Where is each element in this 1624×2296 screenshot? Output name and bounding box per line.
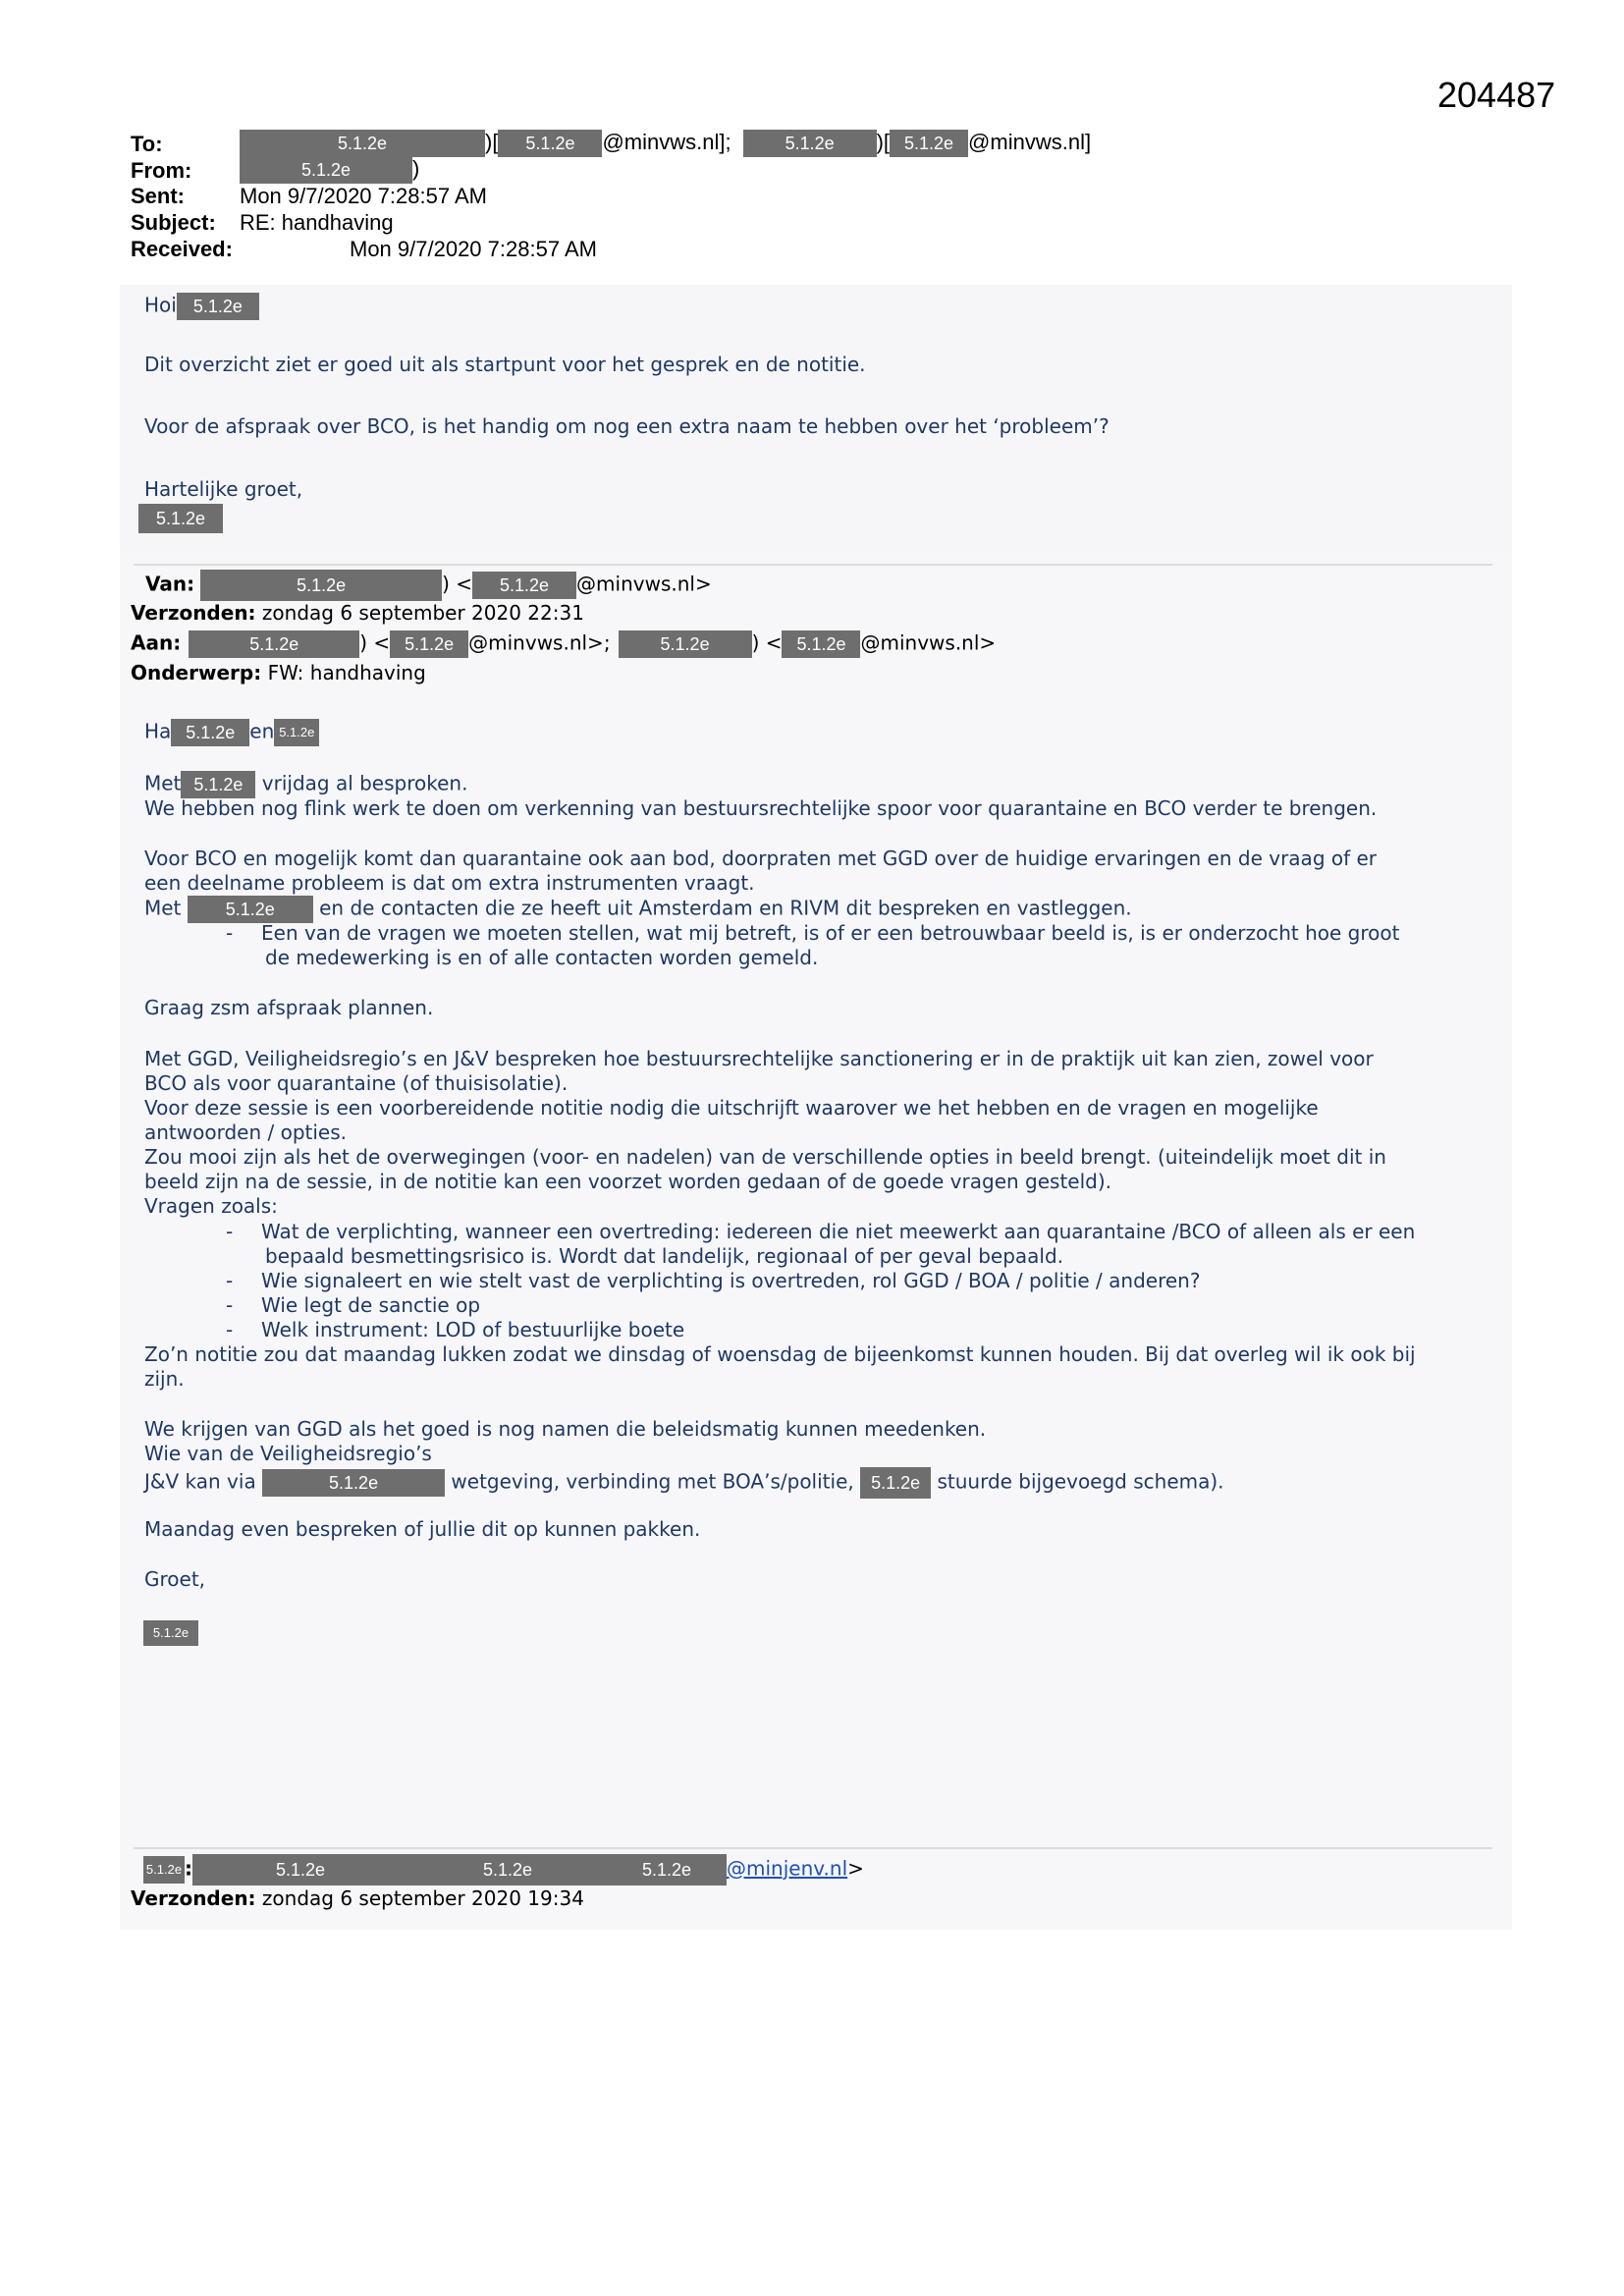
verzonden-line-2 [131, 1886, 584, 1911]
document-number: 204487 [1437, 75, 1556, 115]
body-line: een deelname probleem is dat om extra instrumenten vraagt. [144, 871, 755, 895]
body-line: Voor deze sessie is een voorbereidende notitie nodig die uitschrijft waarover we het hebben en de vragen en mogelijke [144, 1096, 1319, 1120]
greeting: Ha [144, 719, 172, 743]
aan-separator: ) < [751, 630, 783, 655]
body-line: zijn. [144, 1367, 185, 1391]
bullet-dash: - [226, 1220, 234, 1243]
body-line [144, 1467, 1224, 1499]
redaction: 5.1.2e [472, 572, 576, 599]
body-text: en de contacten die ze heeft uit Amsterdam en RIVM dit bespreken en vastleggen. [319, 896, 1132, 920]
redaction: 5.1.2e [189, 630, 359, 658]
redaction: 5.1.2e [607, 1854, 727, 1886]
bullet-dash: - [226, 1269, 234, 1292]
reply-greeting-line [144, 293, 259, 320]
redaction: 5.1.2e [782, 630, 860, 658]
redaction: 5.1.2e [192, 1854, 408, 1886]
body-line: Vragen zoals: [144, 1194, 278, 1218]
bullet-text: Een van de vragen we moeten stellen, wat mij betreft, is of er een betrouwbaar beeld is, is er onderzocht hoe groot [261, 921, 1400, 945]
to-email-domain: @minvws.nl] [968, 130, 1092, 154]
verzonden-line [131, 601, 584, 626]
redaction: 5.1.2e [200, 570, 442, 601]
body-line: antwoorden / opties. [144, 1121, 348, 1144]
onderwerp-value: FW: handhaving [267, 661, 426, 684]
body-line [144, 896, 1132, 923]
body-line: Maandag even bespreken of jullie dit op kunnen pakken. [144, 1517, 701, 1541]
reply-paragraph: Dit overzicht ziet er goed uit als startpunt voor het gesprek en de notitie. [144, 353, 866, 376]
aan-label: Aan: [131, 630, 182, 655]
body-text: Met [144, 771, 182, 795]
redaction: 5.1.2e [188, 896, 313, 923]
bullet-text: Wat de verplichting, wanneer een overtreding: iedereen die niet meewerkt aan quarantaine /BCO of alleen als er een [261, 1220, 1416, 1243]
body-line: Zou mooi zijn als het de overwegingen (voor- en nadelen) van de verschillende opties in beeld brengt. (uiteindelijk moet dit in [144, 1145, 1386, 1169]
onderwerp-line [131, 661, 426, 685]
bullet-dash: - [226, 1318, 234, 1341]
verzonden-label: Verzonden: [131, 1886, 256, 1910]
reply-signature [138, 504, 223, 533]
to-separator: )[ [876, 130, 891, 154]
bullet-text: Wie signaleert en wie stelt vast de verplichting is overtreden, rol GGD / BOA / politie / anderen? [261, 1269, 1201, 1292]
redaction: 5.1.2e [181, 771, 255, 798]
body-line: BCO als voor quarantaine (of thuisisolatie). [144, 1071, 568, 1095]
greeting-conjunction: en [249, 719, 275, 743]
body-line: Wie van de Veiligheidsregio’s [144, 1442, 432, 1465]
redaction: 5.1.2e [860, 1467, 931, 1499]
body-line [144, 771, 467, 798]
van-label: Van: [145, 572, 195, 596]
van-line [145, 570, 712, 601]
redaction: 5.1.2e [390, 630, 468, 658]
email-link[interactable]: @minjenv.nl [727, 1856, 848, 1881]
bullet-dash: - [226, 1293, 234, 1317]
van-email-domain: @minvws.nl> [576, 572, 712, 596]
body-greeting-line [144, 719, 319, 746]
to-line [240, 129, 1091, 157]
email-close: > [847, 1856, 864, 1881]
onderwerp-label: Onderwerp: [131, 661, 262, 684]
redaction: 5.1.2e [240, 130, 485, 157]
bullet-text: de medewerking is en of alle contacten worden gemeld. [265, 946, 819, 969]
subject-value: RE: handhaving [240, 210, 394, 235]
van-separator: ) < [442, 572, 473, 596]
redaction: 5.1.2e [138, 504, 223, 533]
redaction: 5.1.2e [408, 1854, 607, 1886]
body-line: We hebben nog flink werk te doen om verkenning van bestuursrechtelijke spoor voor quarantaine en BCO verder te brengen. [144, 796, 1378, 820]
body-closing: Groet, [144, 1567, 206, 1591]
redaction: 5.1.2e [262, 1469, 445, 1497]
body-line: We krijgen van GGD als het goed is nog namen die beleidsmatig kunnen meedenken. [144, 1417, 987, 1441]
divider [134, 564, 1492, 566]
divider [134, 1847, 1492, 1849]
reply-closing: Hartelijke groet, [144, 477, 303, 501]
redaction: 5.1.2e [143, 1856, 185, 1884]
body-text: Met [144, 896, 182, 920]
from-line [240, 155, 419, 184]
redaction: 5.1.2e [498, 130, 602, 157]
sent-label: Sent: [131, 184, 185, 208]
header-colon: : [185, 1856, 192, 1881]
body-text: J&V kan via [144, 1469, 256, 1494]
reply-paragraph: Voor de afspraak over BCO, is het handig om nog een extra naam te hebben over het ‘probleem’? [144, 414, 1110, 438]
verzonden-value: zondag 6 september 2020 22:31 [261, 601, 584, 625]
bullet-text: Wie legt de sanctie op [261, 1293, 481, 1317]
to-label: To: [131, 132, 163, 156]
body-line: Voor BCO en mogelijk komt dan quarantaine ook aan bod, doorpraten met GGD over de huidige ervaringen en de vraag of er [144, 847, 1378, 870]
second-header-line [143, 1854, 864, 1886]
body-line: beeld zijn na de sessie, in de notitie kan een voorzet worden gedaan of de goede vragen gesteld). [144, 1170, 1112, 1193]
bullet-text: bepaald besmettingsrisico is. Wordt dat landelijk, regionaal of per geval bepaald. [265, 1244, 1064, 1268]
redaction: 5.1.2e [619, 630, 752, 658]
body-line: Graag zsm afspraak plannen. [144, 996, 434, 1019]
redaction: 5.1.2e [177, 293, 259, 320]
redaction: 5.1.2e [890, 130, 968, 157]
body-text: wetgeving, verbinding met BOA’s/politie, [451, 1469, 854, 1494]
to-separator: )[ [485, 130, 499, 154]
body-line: Met GGD, Veiligheidsregio’s en J&V bespreken hoe bestuursrechtelijke sanctionering er in de praktijk uit kan zien, zowel voor [144, 1047, 1374, 1070]
from-close: ) [412, 156, 420, 181]
sent-value: Mon 9/7/2020 7:28:57 AM [240, 184, 487, 208]
body-line: Zo’n notitie zou dat maandag lukken zodat we dinsdag of woensdag de bijeenkomst kunnen houden. Bij dat overleg wil ik ook bij [144, 1342, 1416, 1366]
aan-email-domain: @minvws.nl>; [468, 630, 611, 655]
redaction: 5.1.2e [274, 719, 319, 746]
body-text: stuurde bijgevoegd schema). [937, 1469, 1224, 1494]
subject-label: Subject: [131, 210, 216, 235]
to-email-domain: @minvws.nl]; [602, 130, 731, 154]
greeting: Hoi [144, 293, 177, 317]
bullet-dash: - [226, 921, 234, 945]
from-label: From: [131, 158, 192, 183]
aan-email-domain: @minvws.nl> [860, 630, 997, 655]
received-label: Received: [131, 237, 233, 261]
received-value: Mon 9/7/2020 7:28:57 AM [350, 237, 597, 261]
body-signature [143, 1620, 198, 1646]
aan-separator: ) < [359, 630, 391, 655]
redaction: 5.1.2e [240, 156, 412, 184]
aan-line [131, 630, 996, 658]
bullet-text: Welk instrument: LOD of bestuurlijke boete [261, 1318, 685, 1341]
redaction: 5.1.2e [743, 130, 877, 157]
redaction: 5.1.2e [171, 719, 249, 746]
body-text: vrijdag al besproken. [261, 771, 468, 795]
verzonden-label: Verzonden: [131, 601, 256, 625]
redaction: 5.1.2e [143, 1620, 198, 1646]
verzonden-value: zondag 6 september 2020 19:34 [261, 1886, 584, 1910]
